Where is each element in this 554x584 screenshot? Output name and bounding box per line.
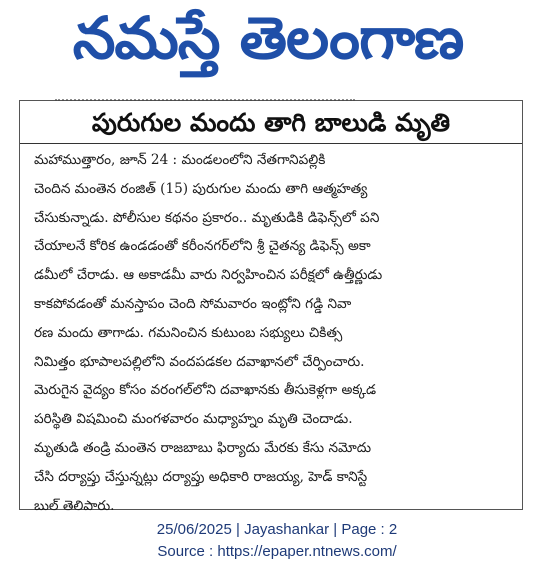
publication-info: 25/06/2025 | Jayashankar | Page : 2 <box>156 521 398 538</box>
masthead-title: నమస్తే తెలంగాణ <box>72 3 463 72</box>
article-line: కాకపోవడంతో మనస్తాపం చెంది సోమవారం ఇంట్లోని గడ్డి నివా <box>34 295 352 312</box>
article-line: మృతుడి తండ్రి మంతెన రాజబాబు ఫిర్యాదు మేరకు కేసు నమోదు <box>34 439 372 456</box>
article-line: పరిస్థితి విషమించి మంగళవారం మధ్యాహ్నం మృతి చెందాడు. <box>34 411 353 428</box>
article-line: చేయాలనే కోరిక ఉండడంతో కరీంనగర్‌లోని శ్రీ చైతన్య డిఫెన్స్ అకా <box>34 238 371 255</box>
article-line: మహాముత్తారం, జూన్ 24 : మండలంలోని నేతగానిపల్లికి <box>34 152 326 168</box>
article-line: మెరుగైన వైద్యం కోసం వరంగల్‌లోని దవాఖానకు తీసుకెళ్లగా అక్కడ <box>34 382 377 399</box>
newspaper-masthead <box>60 2 475 88</box>
news-clipping <box>19 100 523 514</box>
article-line: డమీలో చేరాడు. ఆ అకాడమీ వారు నిర్వహించిన పరీక్షలో ఉత్తీర్ణుడు <box>34 267 383 284</box>
article-line: చేసి దర్యాప్తు చేస్తున్నట్లు దర్యాప్తు అధికారి రాజయ్య, హెడ్ కానిస్టే <box>34 468 368 485</box>
headline-divider <box>20 143 522 144</box>
article-line: రణ మందు తాగాడు. గమనించిన కుటుంబ సభ్యులు చికిత్స <box>34 324 343 341</box>
article-line: చేసుకున్నాడు. పోలీసుల కథనం ప్రకారం.. మృతుడికి డిఫెన్స్‌లో పని <box>34 209 380 226</box>
article-line: నిమిత్తం భూపాలపల్లిలోని వందపడకల దవాఖానలో చేర్పించారు. <box>34 353 365 370</box>
source-link[interactable]: Source : https://epaper.ntnews.com/ <box>157 543 397 560</box>
article-headline: పురుగుల మందు తాగి బాలుడి మృతి <box>91 108 451 137</box>
article-line: చెందిన మంతెన రంజిత్ (15) పురుగుల మందు తాగి ఆత్మహత్య <box>34 180 368 197</box>
article-body <box>34 146 510 520</box>
article-line: బుల్ తెలిపారు. <box>34 497 115 514</box>
